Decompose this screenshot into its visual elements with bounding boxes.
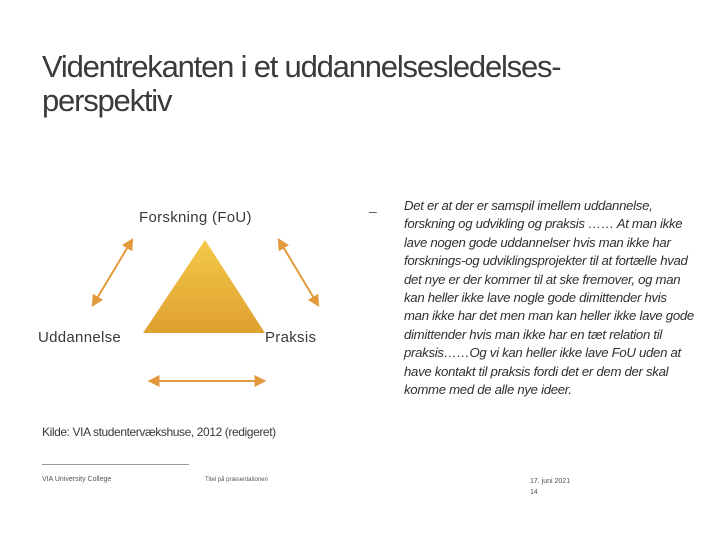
footer-date-page bbox=[530, 476, 570, 498]
footer-page-number: 14 bbox=[530, 489, 538, 496]
knowledge-triangle bbox=[143, 240, 265, 333]
bullet-dash: – bbox=[369, 203, 377, 219]
footer-organization: VIA University College bbox=[42, 476, 112, 483]
source-citation: Kilde: VIA studentervækshuse, 2012 (redigeret) bbox=[42, 425, 276, 439]
label-uddannelse: Uddannelse bbox=[38, 329, 122, 346]
label-praksis: Praksis bbox=[265, 329, 317, 346]
footer-presentation-title: Titel på præsentationen bbox=[205, 477, 268, 483]
footer-date: 17. juni 2021 bbox=[530, 478, 571, 485]
footer-divider bbox=[42, 464, 189, 465]
body-paragraph: Det er at der er samspil imellem uddannelse, forskning og udvikling og praksis …… At man ikke lave nogen gode uddannelser hvis man ikke har forsknings-og udviklingsprojekter til at fortælle hvad det nye er der kommer til at ske fremover, og man kan heller ikke lave nogle gode dimittender hvis man ikke har det men man kan heller ikke lave gode dimittender hvis man ikke har en tæt relation til praksis……Og vi kan heller ikke lave FoU uden at have kontakt til praksis fordi det er dem der skal komme med de alle nye ideer. bbox=[404, 198, 694, 398]
label-forskning: Forskning (FoU) bbox=[139, 209, 252, 226]
arrow-top-right bbox=[279, 240, 318, 305]
slide-title: Videntrekanten i et uddannelsesledelses-perspektiv bbox=[42, 49, 561, 118]
arrow-top-left bbox=[93, 240, 132, 305]
